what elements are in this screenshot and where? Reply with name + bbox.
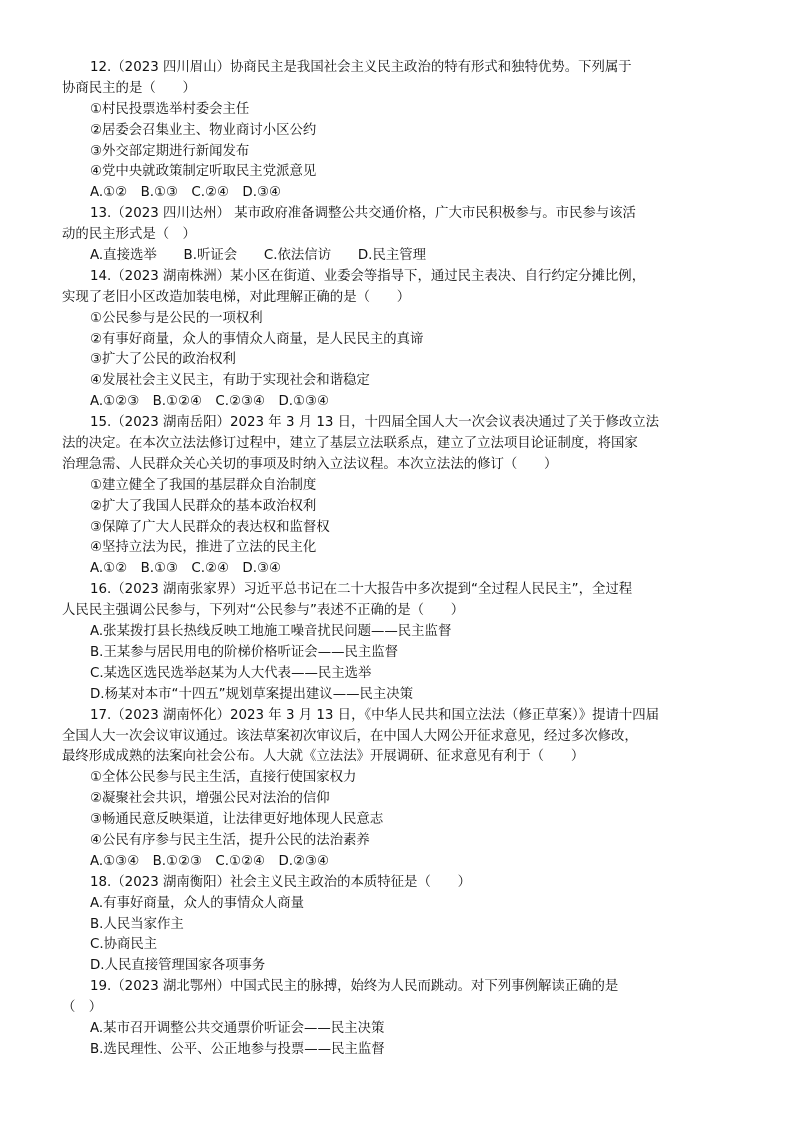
question-stem: 人民民主强调公民参与，下列对“公民参与”表述不正确的是（ ） — [62, 603, 465, 619]
option-item: ②有事好商量，众人的事情众人商量，是人民民主的真谛 — [90, 331, 424, 347]
answer-choices: A.①② B.①③ C.②④ D.③④ — [90, 561, 282, 577]
answer-choices: A.①②③ B.①②④ C.②③④ D.①③④ — [90, 394, 330, 410]
option-item: ①公民参与是公民的一项权利 — [90, 310, 263, 326]
answer-choices: A.①③④ B.①②③ C.①②④ D.②③④ — [90, 853, 330, 869]
option-item: D.人民直接管理国家各项事务 — [90, 958, 266, 974]
option-item: ③扩大了公民的政治权利 — [90, 352, 236, 368]
question-19 — [62, 977, 738, 1061]
option-item: ③畅通民意反映渠道，让法律更好地体现人民意志 — [90, 812, 384, 828]
option-item: ②居委会召集业主、物业商讨小区公约 — [90, 122, 317, 138]
option-item: A.某市召开调整公共交通票价听证会——民主决策 — [90, 1020, 385, 1036]
question-14 — [62, 267, 738, 413]
option-item: D.杨某对本市“十四五”规划草案提出建议——民主决策 — [90, 686, 414, 702]
question-stem: 14.（2023 湖南株洲）某小区在街道、业委会等指导下，通过民主表决、自行约定分摊比例， — [90, 268, 646, 284]
option-item: B.人民当家作主 — [90, 916, 184, 932]
option-item: A.有事好商量，众人的事情众人商量 — [90, 895, 305, 911]
question-stem: 16.（2023 湖南张家界）习近平总书记在二十大报告中多次提到“全过程人民民主”，全过程 — [90, 582, 633, 598]
question-stem: 最终形成成熟的法案向社会公布。人大就《立法法》开展调研、征求意见有利于（ ） — [62, 749, 585, 765]
question-15 — [62, 413, 738, 580]
option-item: ③保障了广大人民群众的表达权和监督权 — [90, 519, 330, 535]
option-item: ②扩大了我国人民群众的基本政治权利 — [90, 498, 317, 514]
option-item: ④坚持立法为民，推进了立法的民主化 — [90, 540, 317, 556]
option-item: ①建立健全了我国的基层群众自治制度 — [90, 477, 317, 493]
option-item: ①村民投票选举村委会主任 — [90, 101, 250, 117]
option-item: ④党中央就政策制定听取民主党派意见 — [90, 164, 317, 180]
question-stem: 12.（2023 四川眉山）协商民主是我国社会主义民主政治的特有形式和独特优势。下列属于 — [90, 60, 632, 75]
option-item: B.王某参与居民用电的阶梯价格听证会——民主监督 — [90, 644, 399, 660]
question-stem: 动的民主形式是（ ） — [62, 227, 196, 243]
answer-choices: A.直接选举 B.听证会 C.依法信访 D.民主管理 — [90, 248, 426, 264]
question-stem: 17.（2023 湖南怀化）2023 年 3 月 13 日，《中华人民共和国立法法（修正草案）》提请十四届 — [90, 707, 660, 723]
option-item: C.协商民主 — [90, 937, 158, 953]
question-stem: 13.（2023 四川达州） 某市政府准备调整公共交通价格，广大市民积极参与。市民参与该活 — [90, 206, 636, 222]
question-stem: 18.（2023 湖南衡阳）社会主义民主政治的本质特征是（ ） — [90, 874, 472, 890]
question-stem: 全国人大一次会议审议通过。该法草案初次审议后，在中国人大网公开征求意见，经过多次修改， — [62, 728, 638, 744]
question-17 — [62, 706, 738, 873]
question-stem: 15.（2023 湖南岳阳）2023 年 3 月 13 日，十四届全国人大一次会议表决通过了关于修改立法 — [90, 415, 660, 431]
option-item: ④发展社会主义民主，有助于实现社会和谐稳定 — [90, 373, 370, 389]
question-stem: 协商民主的是（ ） — [62, 80, 196, 96]
question-16 — [62, 580, 738, 705]
question-18 — [62, 873, 738, 977]
option-item: ④公民有序参与民主生活，提升公民的法治素养 — [90, 832, 370, 848]
option-item: ②凝聚社会共识，增强公民对法治的信仰 — [90, 791, 330, 807]
option-item: A.张某拨打县长热线反映工地施工噪音扰民问题——民主监督 — [90, 624, 452, 640]
question-stem: 治理急需、人民群众关心关切的事项及时纳入立法议程。本次立法法的修订（ ） — [62, 456, 558, 472]
answer-choices: A.①② B.①③ C.②④ D.③④ — [90, 185, 282, 201]
document-page — [62, 58, 738, 1061]
option-item: C.某选区选民选举赵某为人大代表——民主选举 — [90, 665, 372, 681]
question-13 — [62, 204, 738, 267]
question-stem: 实现了老旧小区改造加装电梯，对此理解正确的是（ ） — [62, 289, 411, 305]
question-stem: 19.（2023 湖北鄂州）中国式民主的脉搏，始终为人民而跳动。对下列事例解读正确的是 — [90, 979, 619, 995]
question-stem: （ ） — [62, 1000, 103, 1016]
option-item: ③外交部定期进行新闻发布 — [90, 143, 250, 159]
option-item: ①全体公民参与民主生活，直接行使国家权力 — [90, 770, 357, 786]
question-12 — [62, 58, 738, 204]
question-stem: 法的决定。在本次立法法修订过程中，建立了基层立法联系点，建立了立法项目论证制度，将国家 — [62, 436, 638, 452]
option-item: B.选民理性、公平、公正地参与投票——民主监督 — [90, 1041, 385, 1057]
